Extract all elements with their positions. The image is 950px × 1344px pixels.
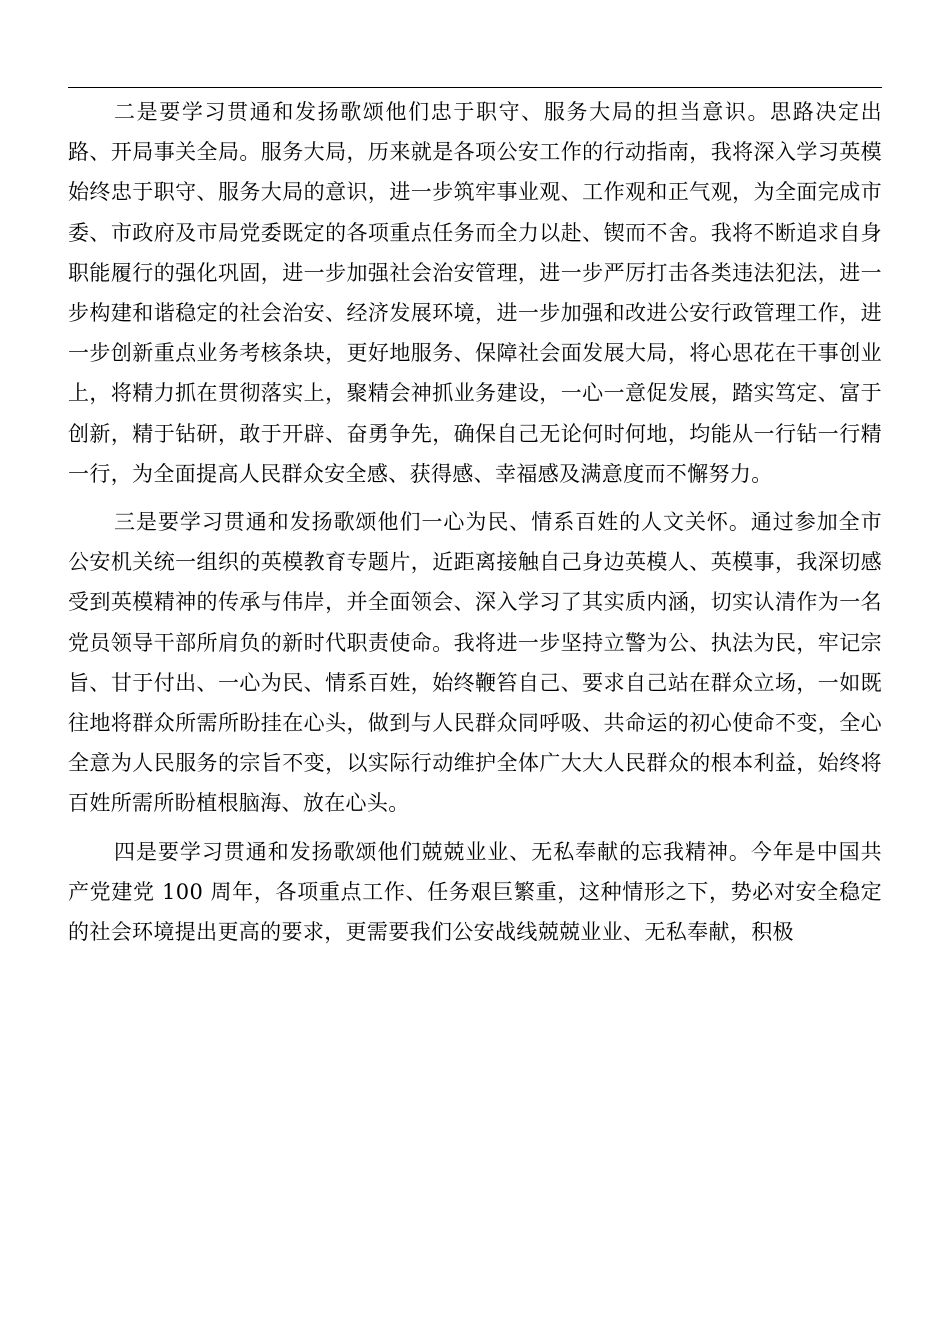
paragraph-4: 四是要学习贯通和发扬歌颂他们兢兢业业、无私奉献的忘我精神。今年是中国共产党建党 100 周年，各项重点工作、任务艰巨繁重，这种情形之下，势必对安全稳定的社会环境提出更高的要求，更需要我们公安战线兢兢业业、无私奉献，积极 xyxy=(68,839,882,945)
paragraph-3: 三是要学习贯通和发扬歌颂他们一心为民、情系百姓的人文关怀。通过参加全市公安机关统一组织的英模教育专题片，近距离接触自己身边英模人、英模事，我深切感受到英模精神的传承与伟岸，并全面领会、深入学习了其实质内涵，切实认清作为一名党员领导干部所肩负的新时代职责使命。我将进一步坚持立警为公、执法为民，牢记宗旨、甘于付出、一心为民、情系百姓，始终鞭笞自己、要求自己站在群众立场，一如既往地将群众所需所盼挂在心头，做到与人民群众同呼吸、共命运的初心使命不变，全心全意为人民服务的宗旨不变，以实际行动维护全体广大大人民群众的根本利益，始终将百姓所需所盼植根脑海、放在心头。 xyxy=(68,510,882,816)
header-rule xyxy=(68,87,882,88)
document-body xyxy=(68,92,882,960)
paragraph-2: 二是要学习贯通和发扬歌颂他们忠于职守、服务大局的担当意识。思路决定出路、开局事关全局。服务大局，历来就是各项公安工作的行动指南，我将深入学习英模始终忠于职守、服务大局的意识，进一步筑牢事业观、工作观和正气观，为全面完成市委、市政府及市局党委既定的各项重点任务而全力以赴、锲而不舍。我将不断追求自身职能履行的强化巩固，进一步加强社会治安管理，进一步严厉打击各类违法犯法，进一步构建和谐稳定的社会治安、经济发展环境，进一步加强和改进公安行政管理工作，进一步创新重点业务考核条块，更好地服务、保障社会面发展大局，将心思花在干事创业上，将精力抓在贯彻落实上，聚精会神抓业务建设，一心一意促发展，踏实笃定、富于创新，精于钻研，敢于开辟、奋勇争先，确保自己无论何时何地，均能从一行钻一行精一行，为全面提高人民群众安全感、获得感、幸福感及满意度而不懈努力。 xyxy=(68,100,882,486)
